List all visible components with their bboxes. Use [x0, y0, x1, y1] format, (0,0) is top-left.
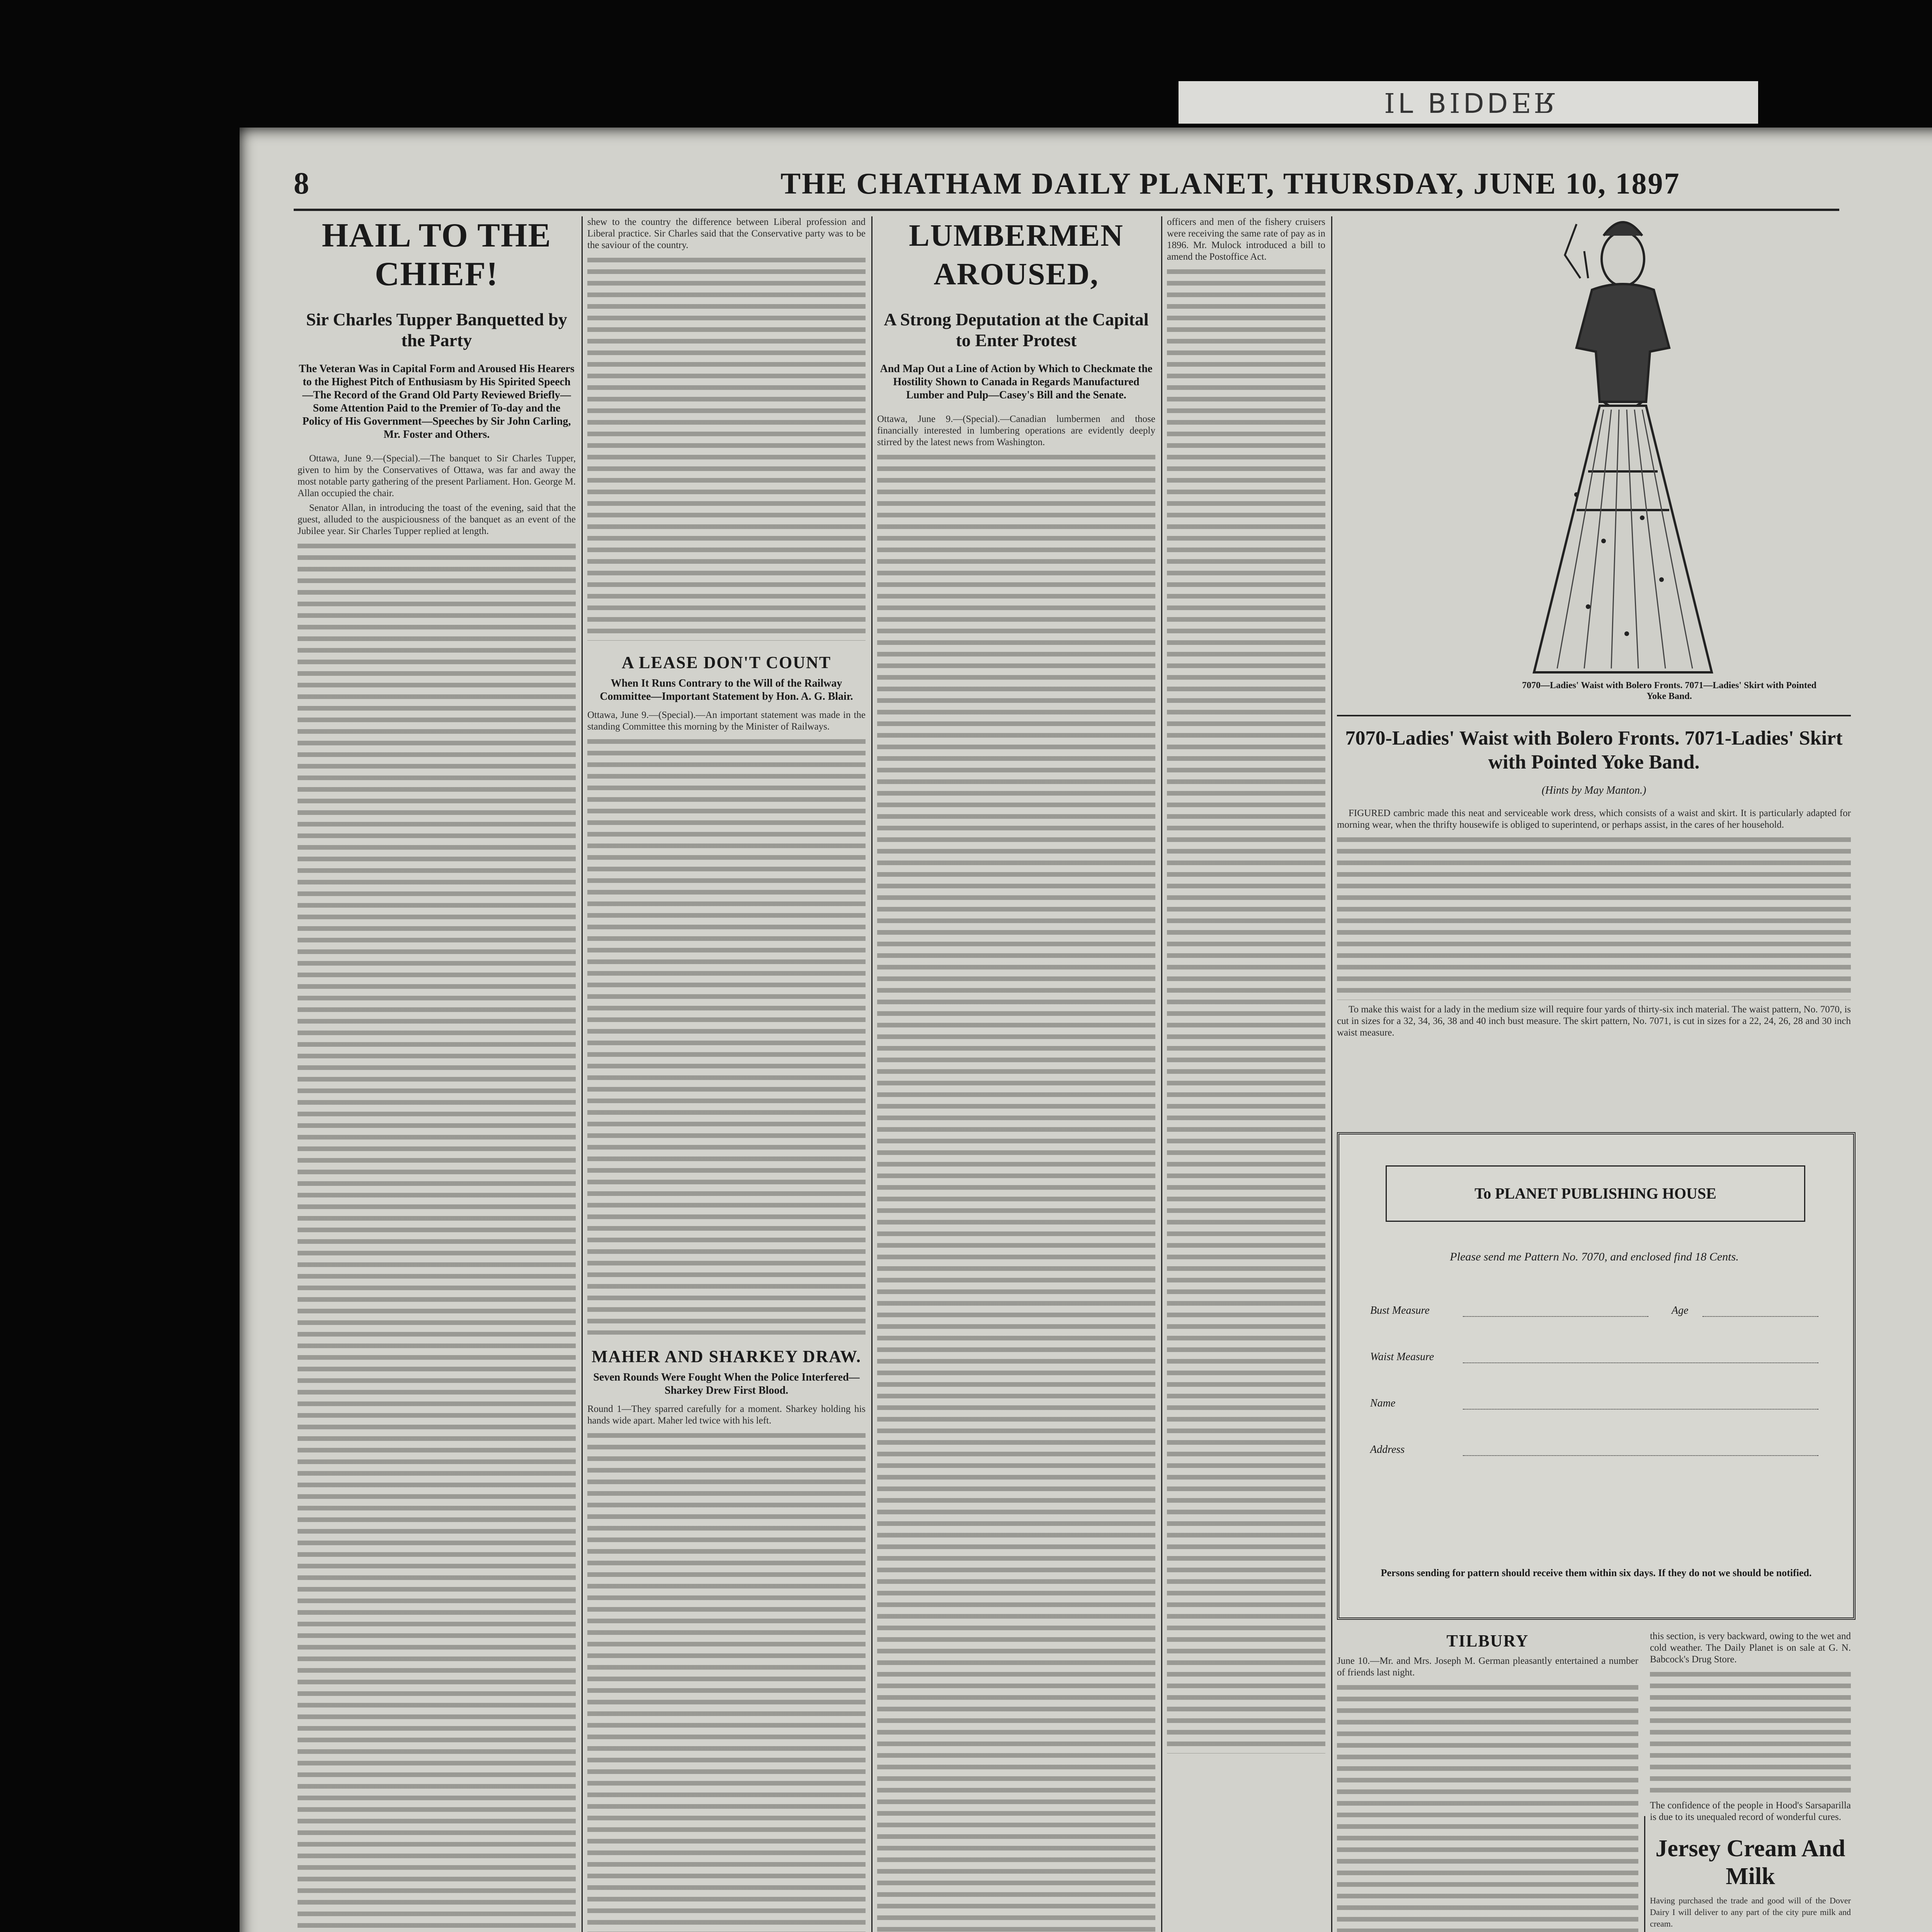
article-lease: Ottawa, June 9.—(Special).—An important statement was made in the standing Committee this morning by the Minister of Railways.	[587, 710, 866, 732]
column-1	[298, 216, 576, 1932]
headline-hail-to-the-chief: HAIL TO THE CHIEF!	[321, 217, 552, 293]
column-rule	[1161, 216, 1162, 1932]
article-continued: shew to the country the difference between Liberal profession and Liberal practice. Sir Charles said that the Conservative party was to be the saviour of the country.	[587, 217, 866, 250]
order-form-title-box	[1386, 1165, 1805, 1222]
waist-measure-label: Waist Measure	[1370, 1351, 1434, 1363]
bust-measure-field[interactable]	[1463, 1316, 1648, 1317]
article-body: Senator Allan, in introducing the toast of the evening, said that the guest, alluded to the auspiciousness of the banquet as an event of the Jubilee year. Sir Charles Tupper replied at length.	[298, 503, 576, 536]
caption-rule	[1337, 715, 1851, 716]
article-text-block	[298, 540, 576, 1932]
column-2	[587, 216, 866, 1932]
bust-measure-label: Bust Measure	[1370, 1304, 1430, 1316]
article-text-block	[587, 254, 866, 641]
fashion-body-2: To make this waist for a lady in the medium size will require four yards of thirty-six inch material. The waist pattern, No. 7070, is cut in sizes for a 32, 34, 36, 38 and 40 inch bust measure. The skirt pattern, No. 7071, is cut in sizes for a 22, 24, 26, 28 and 30 inch waist measure.	[1337, 1004, 1851, 1038]
article-text-block	[1337, 1682, 1638, 1932]
fashion-illustration	[1488, 201, 1758, 684]
headline-lease: A LEASE DON'T COUNT	[621, 653, 832, 672]
age-label: Age	[1672, 1304, 1689, 1316]
jersey-cream-title: Jersey Cream And Milk	[1655, 1835, 1845, 1889]
article-tupper	[298, 453, 576, 537]
order-form-title: To PLANET PUBLISHING HOUSE	[1475, 1185, 1716, 1202]
column-rule	[871, 216, 872, 1932]
fashion-article	[1337, 808, 1851, 1117]
column-5	[1650, 1631, 1851, 1932]
pattern-order-form	[1337, 1132, 1855, 1620]
article-lead: Ottawa, June 9.—(Special).—The banquet to Sir Charles Tupper, given to him by the Conservatives of Ottawa, was far and away the most notable party gathering of the present Parliament. Hon. George M. Allan occupied the chair.	[298, 453, 576, 498]
article-text-block	[1167, 266, 1325, 1753]
page-number: 8	[294, 167, 309, 201]
order-form-note: Persons sending for pattern should receive them within six days. If they do not we should be notified.	[1381, 1567, 1812, 1578]
column-3	[877, 216, 1155, 1932]
article-tilbury: June 10.—Mr. and Mrs. Joseph M. German pleasantly entertained a number of friends last night.	[1337, 1656, 1638, 1678]
hoods-ad: The confidence of the people in Hood's Sarsaparilla is due to its unequaled record of wonderful cures.	[1650, 1800, 1851, 1822]
newspaper-title: THE CHATHAM DAILY PLANET, THURSDAY, JUNE 10, 1897	[781, 167, 1680, 200]
article-text-block	[1650, 1668, 1851, 1796]
article-parliament: officers and men of the fishery cruisers were receiving the same rate of pay as in 1896. Mr. Mulock introduced a bill to amend the Postoffice Act.	[1167, 217, 1325, 262]
column-rule	[1331, 216, 1332, 1932]
fashion-credit: (Hints by May Manton.)	[1541, 784, 1646, 796]
illustration-caption: 7070—Ladies' Waist with Bolero Fronts. 7071—Ladies' Skirt with Pointed Yoke Band.	[1522, 680, 1817, 701]
waist-measure-field[interactable]	[1463, 1362, 1818, 1363]
fashion-body: FIGURED cambric made this neat and serviceable work dress, which consists of a waist and skirt. It is particularly adapted for morning wear, when the thrifty housewife is obliged to superintend, or perhaps assist, in the cares of her household.	[1337, 808, 1851, 830]
article-text-block	[877, 451, 1155, 1932]
headline-maher-sharkey: MAHER AND SHARKEY DRAW.	[592, 1347, 861, 1366]
deck-lumbermen: And Map Out a Line of Action by Which to Checkmate the Hostility Shown to Canada in Regards Manufactured Lumber and Pulp—Casey's Bill and the Senate.	[880, 363, 1153, 401]
subhead-lumbermen: A Strong Deputation at the Capital to Enter Protest	[884, 310, 1149, 350]
age-field[interactable]	[1702, 1316, 1818, 1317]
address-label: Address	[1370, 1444, 1405, 1456]
name-field[interactable]	[1463, 1409, 1818, 1410]
article-text-block	[1337, 834, 1851, 1000]
column-rule	[582, 216, 583, 1932]
address-field[interactable]	[1463, 1455, 1818, 1456]
deck-lease: When It Runs Contrary to the Will of the Railway Committee—Important Statement by Hon. A. G. Blair.	[600, 677, 853, 702]
article-text-block	[587, 1430, 866, 1932]
headline-lumbermen: LUMBERMEN AROUSED,	[909, 219, 1124, 291]
article-text-block	[587, 736, 866, 1335]
local-news-column	[1337, 1631, 1638, 1932]
column-4	[1167, 216, 1325, 1932]
deck-tupper: The Veteran Was in Capital Form and Aroused His Hearers to the Highest Pitch of Enthusiasm by His Spirited Speech—The Record of the Grand Old Party Reviewed Briefly—Some Attention Paid to the Premier of To-day and the Policy of His Government—Speeches by Sir John Carling, Mr. Foster and Others.	[299, 363, 575, 440]
column-rule	[1644, 1816, 1645, 1932]
film-label: ЯƎᗡᗡIꓭ ꓶI	[1179, 81, 1758, 124]
article-maher-sharkey: Round 1—They sparred carefully for a moment. Sharkey holding his hands wide apart. Maher led twice with his left.	[587, 1404, 866, 1426]
order-form-line: Please send me Pattern No. 7070, and enclosed find 18 Cents.	[1450, 1250, 1739, 1263]
subhead-tupper: Sir Charles Tupper Banquetted by the Party	[306, 310, 567, 350]
article-local: this section, is very backward, owing to the wet and cold weather. The Daily Planet is on sale at G. N. Babcock's Drug Store.	[1650, 1631, 1851, 1665]
jersey-cream-body: Having purchased the trade and good will of the Dover Dairy I will deliver to any part of the city pure milk and cream.	[1650, 1896, 1851, 1929]
deck-maher-sharkey: Seven Rounds Were Fought When the Police Interfered—Sharkey Drew First Blood.	[593, 1371, 860, 1396]
headline-tilbury: TILBURY	[1446, 1631, 1529, 1650]
article-lumbermen: Ottawa, June 9.—(Special).—Canadian lumbermen and those financially interested in lumbering operations are evidently deeply stirred by the latest news from Washington.	[877, 414, 1155, 447]
name-label: Name	[1370, 1397, 1396, 1409]
fashion-headline: 7070-Ladies' Waist with Bolero Fronts. 7071-Ladies' Skirt with Pointed Yoke Band.	[1345, 727, 1843, 773]
